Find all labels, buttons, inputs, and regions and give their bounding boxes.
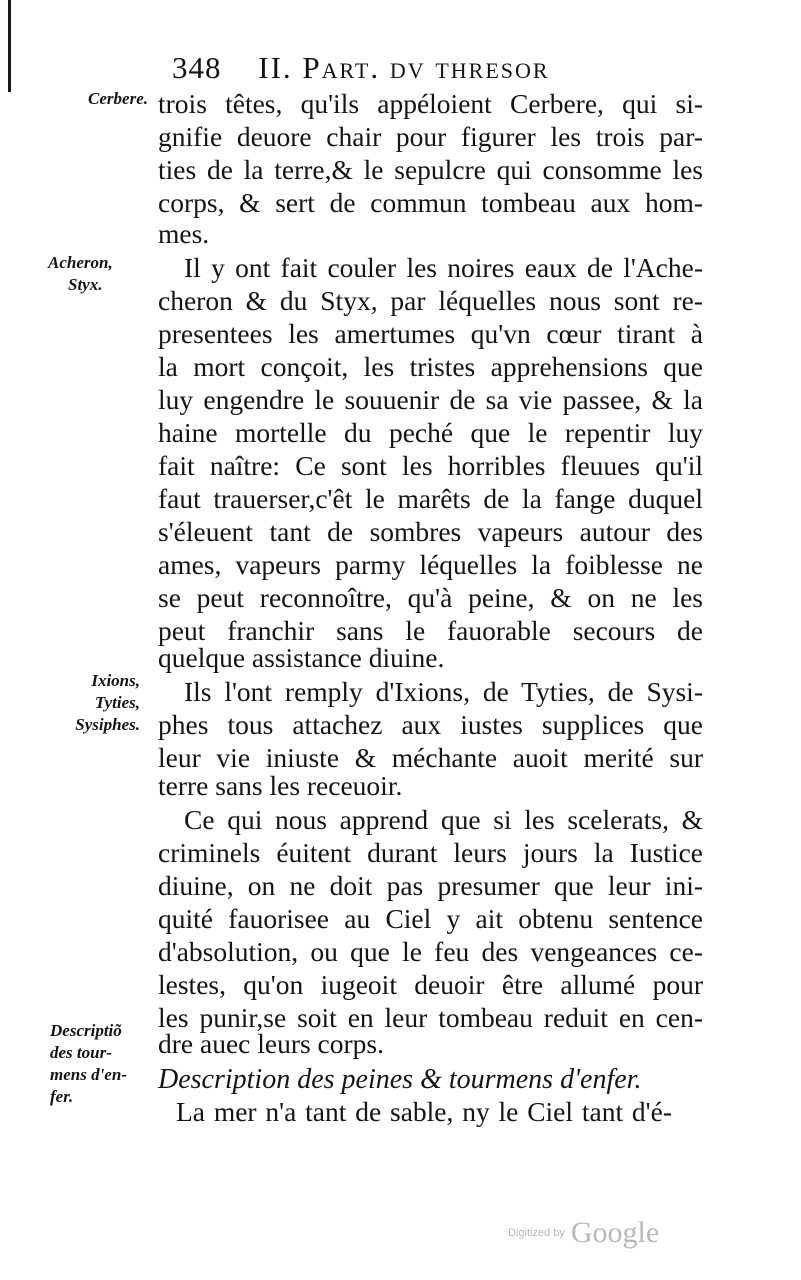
text-line: trois têtes, qu'ils appéloient Cerbere, qui si- xyxy=(158,88,703,119)
text-line: corps, & sert de commun tombeau aux hom- xyxy=(158,187,703,218)
text-line: quité fauorisee au Ciel y ait obtenu sentence xyxy=(158,903,703,934)
page-number: 348 xyxy=(172,50,222,85)
section-heading: Description des peines & tourmens d'enfer. xyxy=(158,1064,642,1095)
margin-note-cerbere: Cerbere. xyxy=(88,89,148,108)
text-line: criminels éuitent durant leurs jours la Iustice xyxy=(158,837,703,868)
text-line: haine mortelle du peché que le repentir luy xyxy=(158,417,703,448)
watermark-brand: Google xyxy=(570,1216,660,1249)
text-line: presentees les amertumes qu'vn cœur tirant à xyxy=(158,318,703,349)
text-line: la mort conçoit, les tristes apprehensions que xyxy=(158,351,703,382)
text-line: peut franchir sans le fauorable secours de xyxy=(158,615,703,646)
text-line: lestes, qu'on iugeoit deuoir être allumé pour xyxy=(158,969,703,1000)
text-line: terre sans les receuoir. xyxy=(158,770,403,801)
text-line: Ce qui nous apprend que si les scelerats, & xyxy=(184,804,703,835)
margin-note-acheron-styx: Acheron, Styx. xyxy=(48,253,113,294)
text-line: dre auec leurs corps. xyxy=(158,1028,385,1059)
text-line: quelque assistance diuine. xyxy=(158,642,445,673)
text-line: faut trauerser,c'êt le marêts de la fange duquel xyxy=(158,483,703,514)
text-line: gnifie deuore chair pour figurer les trois par- xyxy=(158,121,703,152)
watermark-prefix: Digitized by xyxy=(508,1227,565,1239)
margin-note-description: Descriptiõ des tour- mens d'en- fer. xyxy=(50,1021,127,1106)
text-line: leur vie iniuste & méchante auoit merité sur xyxy=(158,742,703,773)
text-line: mes. xyxy=(158,218,210,249)
text-line: La mer n'a tant de sable, ny le Ciel tant d'é- xyxy=(176,1096,672,1127)
text-line: cheron & du Styx, par léquelles nous sont re- xyxy=(158,285,703,316)
text-line: d'absolution, ou que le feu des vengeances ce- xyxy=(158,936,703,967)
text-line: ames, vapeurs parmy léquelles la foiblesse ne xyxy=(158,549,703,580)
running-title: II. Part. dv thresor xyxy=(258,50,550,85)
text-line: diuine, on ne doit pas presumer que leur ini- xyxy=(158,870,703,901)
text-line: phes tous attachez aux iustes supplices que xyxy=(158,709,703,740)
text-line: ties de la terre,& le sepulcre qui consomme les xyxy=(158,154,703,185)
margin-note-ixions: Ixions, Tyties, Sysiphes. xyxy=(75,671,140,734)
text-line: fait naître: Ce sont les horribles fleuues qu'il xyxy=(158,450,703,481)
text-line: Ils l'ont remply d'Ixions, de Tyties, de Sysi- xyxy=(184,676,703,707)
text-line: les punir,se soit en leur tombeau reduit en cen- xyxy=(158,1002,703,1033)
page-edge-rule xyxy=(8,0,11,92)
text-line: se peut reconnoître, qu'à peine, & on ne les xyxy=(158,582,703,613)
text-line: Il y ont fait couler les noires eaux de l'Ache- xyxy=(184,252,703,283)
digitized-watermark xyxy=(508,1216,668,1250)
running-header xyxy=(172,50,772,90)
text-line: luy engendre le souuenir de sa vie passee, & la xyxy=(158,384,703,415)
text-line: s'éleuent tant de sombres vapeurs autour des xyxy=(158,516,703,547)
